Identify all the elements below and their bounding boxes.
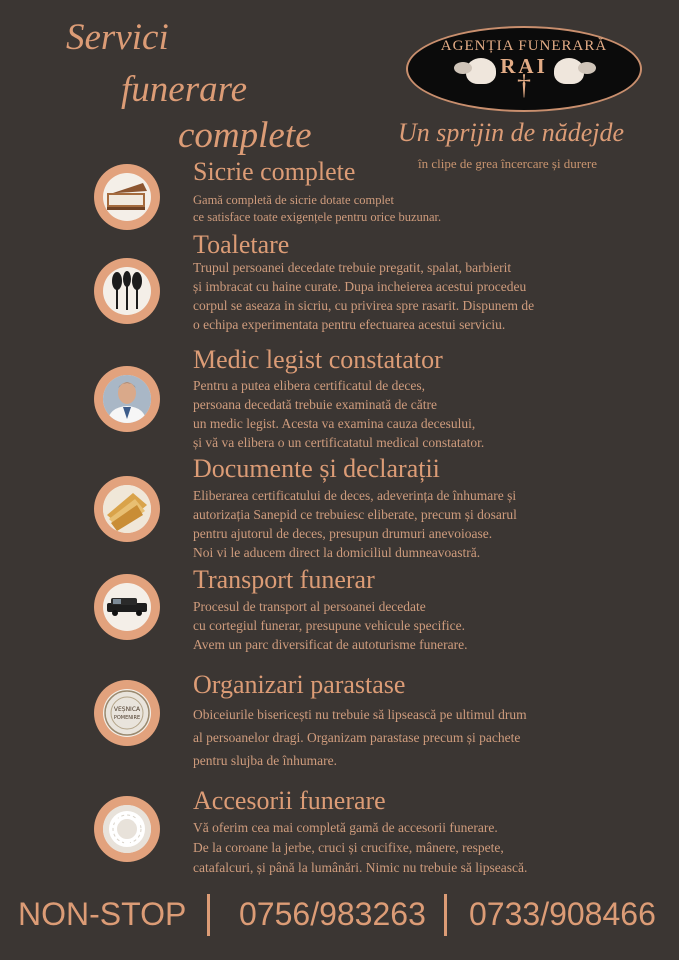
description-line: al persoanelor dragi. Organizam parastase precum și pachete — [193, 730, 521, 745]
description-line: ce satisface toate exigențele pentru orice buzunar. — [193, 210, 442, 224]
logo-agency-text: AGENȚIA FUNERARĂ — [440, 38, 608, 54]
agency-logo — [406, 26, 642, 112]
service-description — [193, 818, 527, 878]
description-line: și vă va elibera o un certificatatul medical constatator. — [193, 435, 485, 450]
description-line: pentru ajutorul de deces, presupun drumuri anevoioase. — [193, 526, 493, 541]
description-line: Trupul persoanei decedate trebuie pregatit, spalat, barbierit — [193, 260, 512, 275]
plate-text: VEȘNICA — [113, 706, 141, 713]
description-line: și imbracat cu haine curate. Dupa incheierea acestui procedeu — [193, 279, 527, 294]
description-line: catafalcuri, și până la lumânări. Nimic nu trebuie să lipsească. — [193, 860, 528, 875]
title-line-2: funerare — [121, 69, 248, 110]
service-title: Transport funerar — [193, 565, 375, 594]
service-description — [193, 486, 517, 562]
service-description — [193, 258, 534, 334]
footer-separator — [444, 894, 447, 936]
service-title: Organizari parastase — [193, 670, 406, 699]
angel-right-icon — [554, 58, 584, 84]
description-line: Procesul de transport al persoanei decedate — [193, 599, 426, 614]
service-description — [193, 703, 527, 772]
description-line: autorizația Sanepid ce trebuiesc eliberate, precum și dosarul — [193, 507, 517, 522]
page-title — [0, 0, 380, 160]
hearse-icon — [94, 574, 160, 640]
title-line-1: Servici — [66, 17, 169, 58]
memorial-plate-icon — [94, 680, 160, 746]
title-line-3: complete — [178, 115, 312, 156]
cross-icon: † — [517, 70, 531, 101]
slogan: Un sprijin de nădejde — [398, 118, 625, 147]
phone-number-2: 0733/908466 — [469, 896, 656, 932]
phone-number-1: 0756/983263 — [239, 896, 426, 932]
description-line: cu cortegiul funerar, presupune vehicule specifice. — [193, 618, 465, 633]
brushes-icon — [94, 258, 160, 324]
description-line: Avem un parc diversificat de autoturisme funerare. — [193, 637, 468, 652]
service-title: Medic legist constatator — [193, 345, 443, 374]
description-line: persoana decedată trebuie examinată de către — [193, 397, 437, 412]
service-description — [193, 597, 468, 654]
description-line: o echipa experimentata pentru efectuarea acestui serviciu. — [193, 317, 506, 332]
description-line: Gamă completă de sicrie dotate complet — [193, 193, 394, 207]
documents-icon — [94, 476, 160, 542]
description-line: Obiceiurile bisericești nu trebuie să lipsească pe ultimul drum — [193, 707, 527, 722]
service-title: Documente și declarații — [193, 454, 440, 483]
logo-name-text: RAI — [500, 54, 548, 78]
service-title: Accesorii funerare — [193, 786, 386, 815]
service-title: Sicrie complete — [193, 157, 356, 186]
description-line: Pentru a putea elibera certificatul de deces, — [193, 378, 426, 393]
service-description — [193, 376, 484, 452]
service-title: Toaletare — [193, 230, 290, 259]
description-line: Eliberarea certificatului de deces, adeverința de înhumare și — [193, 488, 517, 503]
slogan-subtitle: în clipe de grea încercare și durere — [418, 156, 598, 171]
description-line: corpul se aseaza in sicriu, cu privirea spre rasarit. Dispunem de — [193, 298, 535, 313]
description-line: pentru slujba de înhumare. — [193, 753, 337, 768]
service-description — [193, 192, 441, 226]
plate-text: POMENIRE — [113, 715, 141, 721]
description-line: Noi vi le aducem direct la domiciliul dumneavoastră. — [193, 545, 481, 560]
doctor-icon — [94, 366, 160, 432]
description-line: un medic legist. Acesta va examina cauza decesului, — [193, 416, 476, 431]
wreath-icon — [94, 796, 160, 862]
coffin-icon — [94, 164, 160, 230]
footer-separator — [207, 894, 210, 936]
description-line: De la coroane la jerbe, cruci și crucifixe, mânere, respete, — [193, 840, 504, 855]
angel-left-icon — [466, 58, 496, 84]
nonstop-label: NON-STOP — [18, 896, 187, 932]
description-line: Vă oferim cea mai completă gamă de accesorii funerare. — [193, 820, 498, 835]
